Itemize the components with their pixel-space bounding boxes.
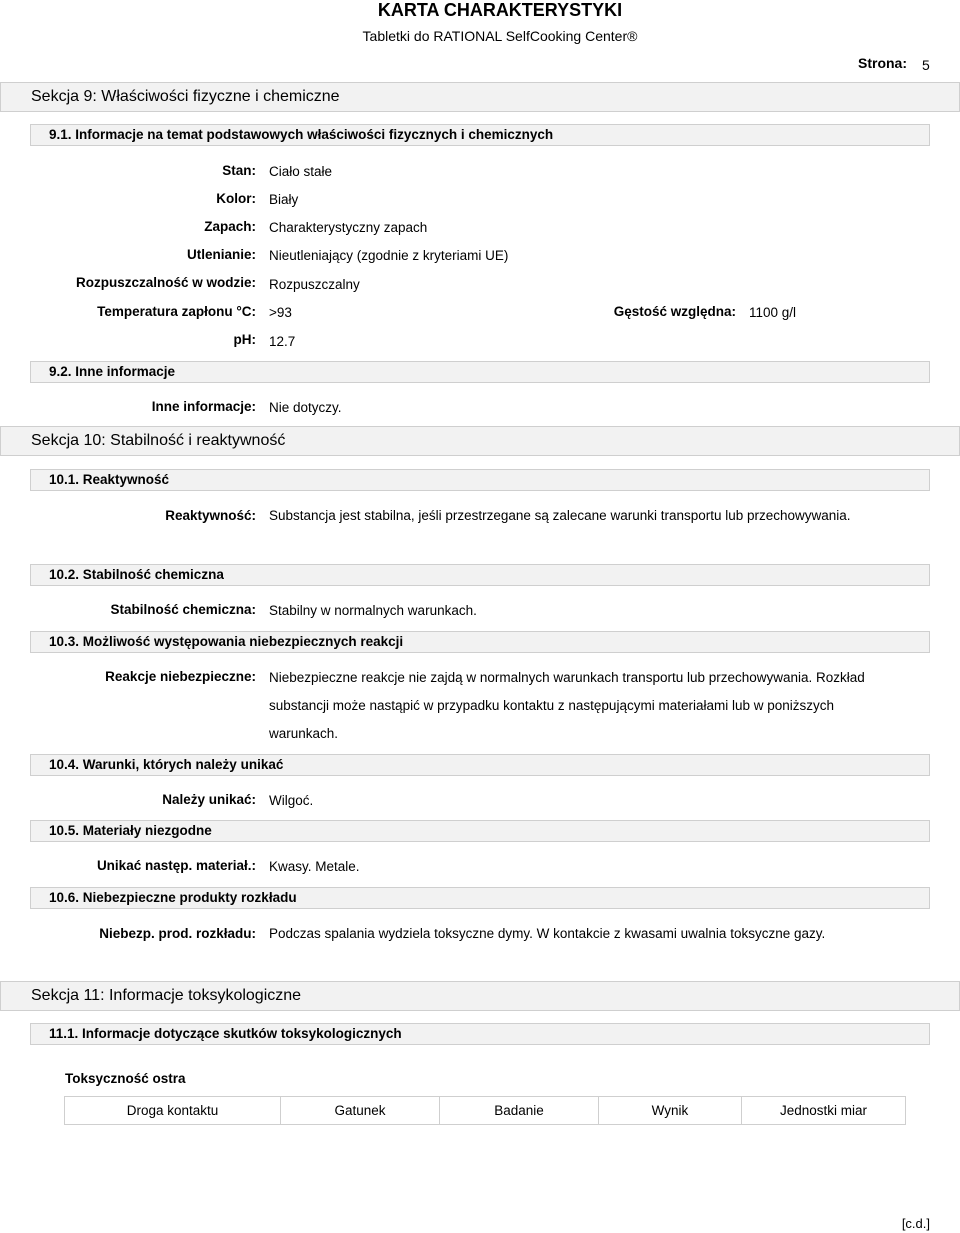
prop-value-density: 1100 g/l bbox=[749, 305, 797, 320]
section-9-header: Sekcja 9: Właściwości fizyczne i chemiczne bbox=[0, 82, 960, 112]
section-10-header: Sekcja 10: Stabilność i reaktywność bbox=[0, 426, 960, 456]
prop-value-color: Biały bbox=[269, 192, 299, 207]
table-header-cell: Jednostki miar bbox=[742, 1097, 906, 1125]
subsection-10-1-header: 10.1. Reaktywność bbox=[30, 469, 930, 491]
section-11-header: Sekcja 11: Informacje toksykologiczne bbox=[0, 981, 960, 1011]
prop-label-state: Stan: bbox=[222, 163, 256, 178]
prop-label-odor: Zapach: bbox=[204, 219, 256, 234]
hazardous-reactions-label: Reakcje niebezpieczne: bbox=[105, 669, 256, 684]
table-header-cell: Wynik bbox=[599, 1097, 742, 1125]
reactivity-value: Substancja jest stabilna, jeśli przestrzegane są zalecane warunki transportu lub przechowywania. bbox=[269, 508, 851, 523]
stability-label: Stabilność chemiczna: bbox=[110, 602, 256, 617]
prop-label-density: Gęstość względna: bbox=[613, 304, 736, 319]
acute-toxicity-label: Toksyczność ostra bbox=[65, 1071, 186, 1086]
table-header-cell: Gatunek bbox=[281, 1097, 440, 1125]
prop-value-flash-point: >93 bbox=[269, 305, 292, 320]
subsection-10-2-header: 10.2. Stabilność chemiczna bbox=[30, 564, 930, 586]
prop-label-color: Kolor: bbox=[216, 191, 256, 206]
prop-value-odor: Charakterystyczny zapach bbox=[269, 220, 428, 235]
hazardous-reactions-value: Niebezpieczne reakcje nie zajdą w normalnych warunkach transportu lub przechowywania. Rozkład substancji może nastąpić w przypadku kontaktu z następującymi materiałami lub w poniższych warunkach. bbox=[269, 670, 865, 741]
subsection-10-4-header: 10.4. Warunki, których należy unikać bbox=[30, 754, 930, 776]
table-header-row bbox=[65, 1097, 906, 1125]
conditions-avoid-label: Należy unikać: bbox=[162, 792, 256, 807]
page-label: Strona: bbox=[858, 55, 907, 71]
incompatible-materials-value: Kwasy. Metale. bbox=[269, 859, 360, 874]
subsection-10-6-header: 10.6. Niebezpieczne produkty rozkładu bbox=[30, 887, 930, 909]
document-subtitle: Tabletki do RATIONAL SelfCooking Center® bbox=[362, 28, 638, 44]
page-number: 5 bbox=[922, 57, 930, 73]
document-title: KARTA CHARAKTERYSTYKI bbox=[377, 0, 623, 20]
prop-label-oxidizing: Utlenianie: bbox=[186, 247, 256, 262]
incompatible-materials-label: Unikać następ. materiał.: bbox=[96, 858, 256, 873]
subsection-9-1-header: 9.1. Informacje na temat podstawowych właściwości fizycznych i chemicznych bbox=[30, 124, 930, 146]
conditions-avoid-value: Wilgoć. bbox=[269, 793, 314, 808]
prop-value-ph: 12.7 bbox=[269, 334, 296, 349]
table-header-cell: Badanie bbox=[440, 1097, 599, 1125]
prop-value-solubility: Rozpuszczalny bbox=[269, 277, 360, 292]
decomposition-products-value: Podczas spalania wydziela toksyczne dymy. W kontakcie z kwasami uwalnia toksyczne gazy. bbox=[269, 926, 826, 941]
prop-label-flash-point: Temperatura zapłonu °C: bbox=[97, 304, 256, 319]
acute-toxicity-table bbox=[64, 1096, 906, 1125]
subsection-10-3-header: 10.3. Możliwość występowania niebezpiecznych reakcji bbox=[30, 631, 930, 653]
subsection-10-5-header: 10.5. Materiały niezgodne bbox=[30, 820, 930, 842]
continued-marker: [c.d.] bbox=[901, 1216, 930, 1231]
subsection-11-1-header: 11.1. Informacje dotyczące skutków toksykologicznych bbox=[30, 1023, 930, 1045]
other-info-label: Inne informacje: bbox=[151, 399, 256, 414]
decomposition-products-label: Niebezp. prod. rozkładu: bbox=[99, 926, 256, 941]
stability-value: Stabilny w normalnych warunkach. bbox=[269, 603, 477, 618]
prop-value-state: Ciało stałe bbox=[269, 164, 333, 179]
other-info-value: Nie dotyczy. bbox=[269, 400, 342, 415]
prop-label-solubility: Rozpuszczalność w wodzie: bbox=[75, 275, 256, 290]
prop-value-oxidizing: Nieutleniający (zgodnie z kryteriami UE) bbox=[269, 248, 509, 263]
prop-label-ph: pH: bbox=[233, 332, 256, 347]
table-header-cell: Droga kontaktu bbox=[65, 1097, 281, 1125]
subsection-9-2-header: 9.2. Inne informacje bbox=[30, 361, 930, 383]
reactivity-label: Reaktywność: bbox=[165, 508, 256, 523]
